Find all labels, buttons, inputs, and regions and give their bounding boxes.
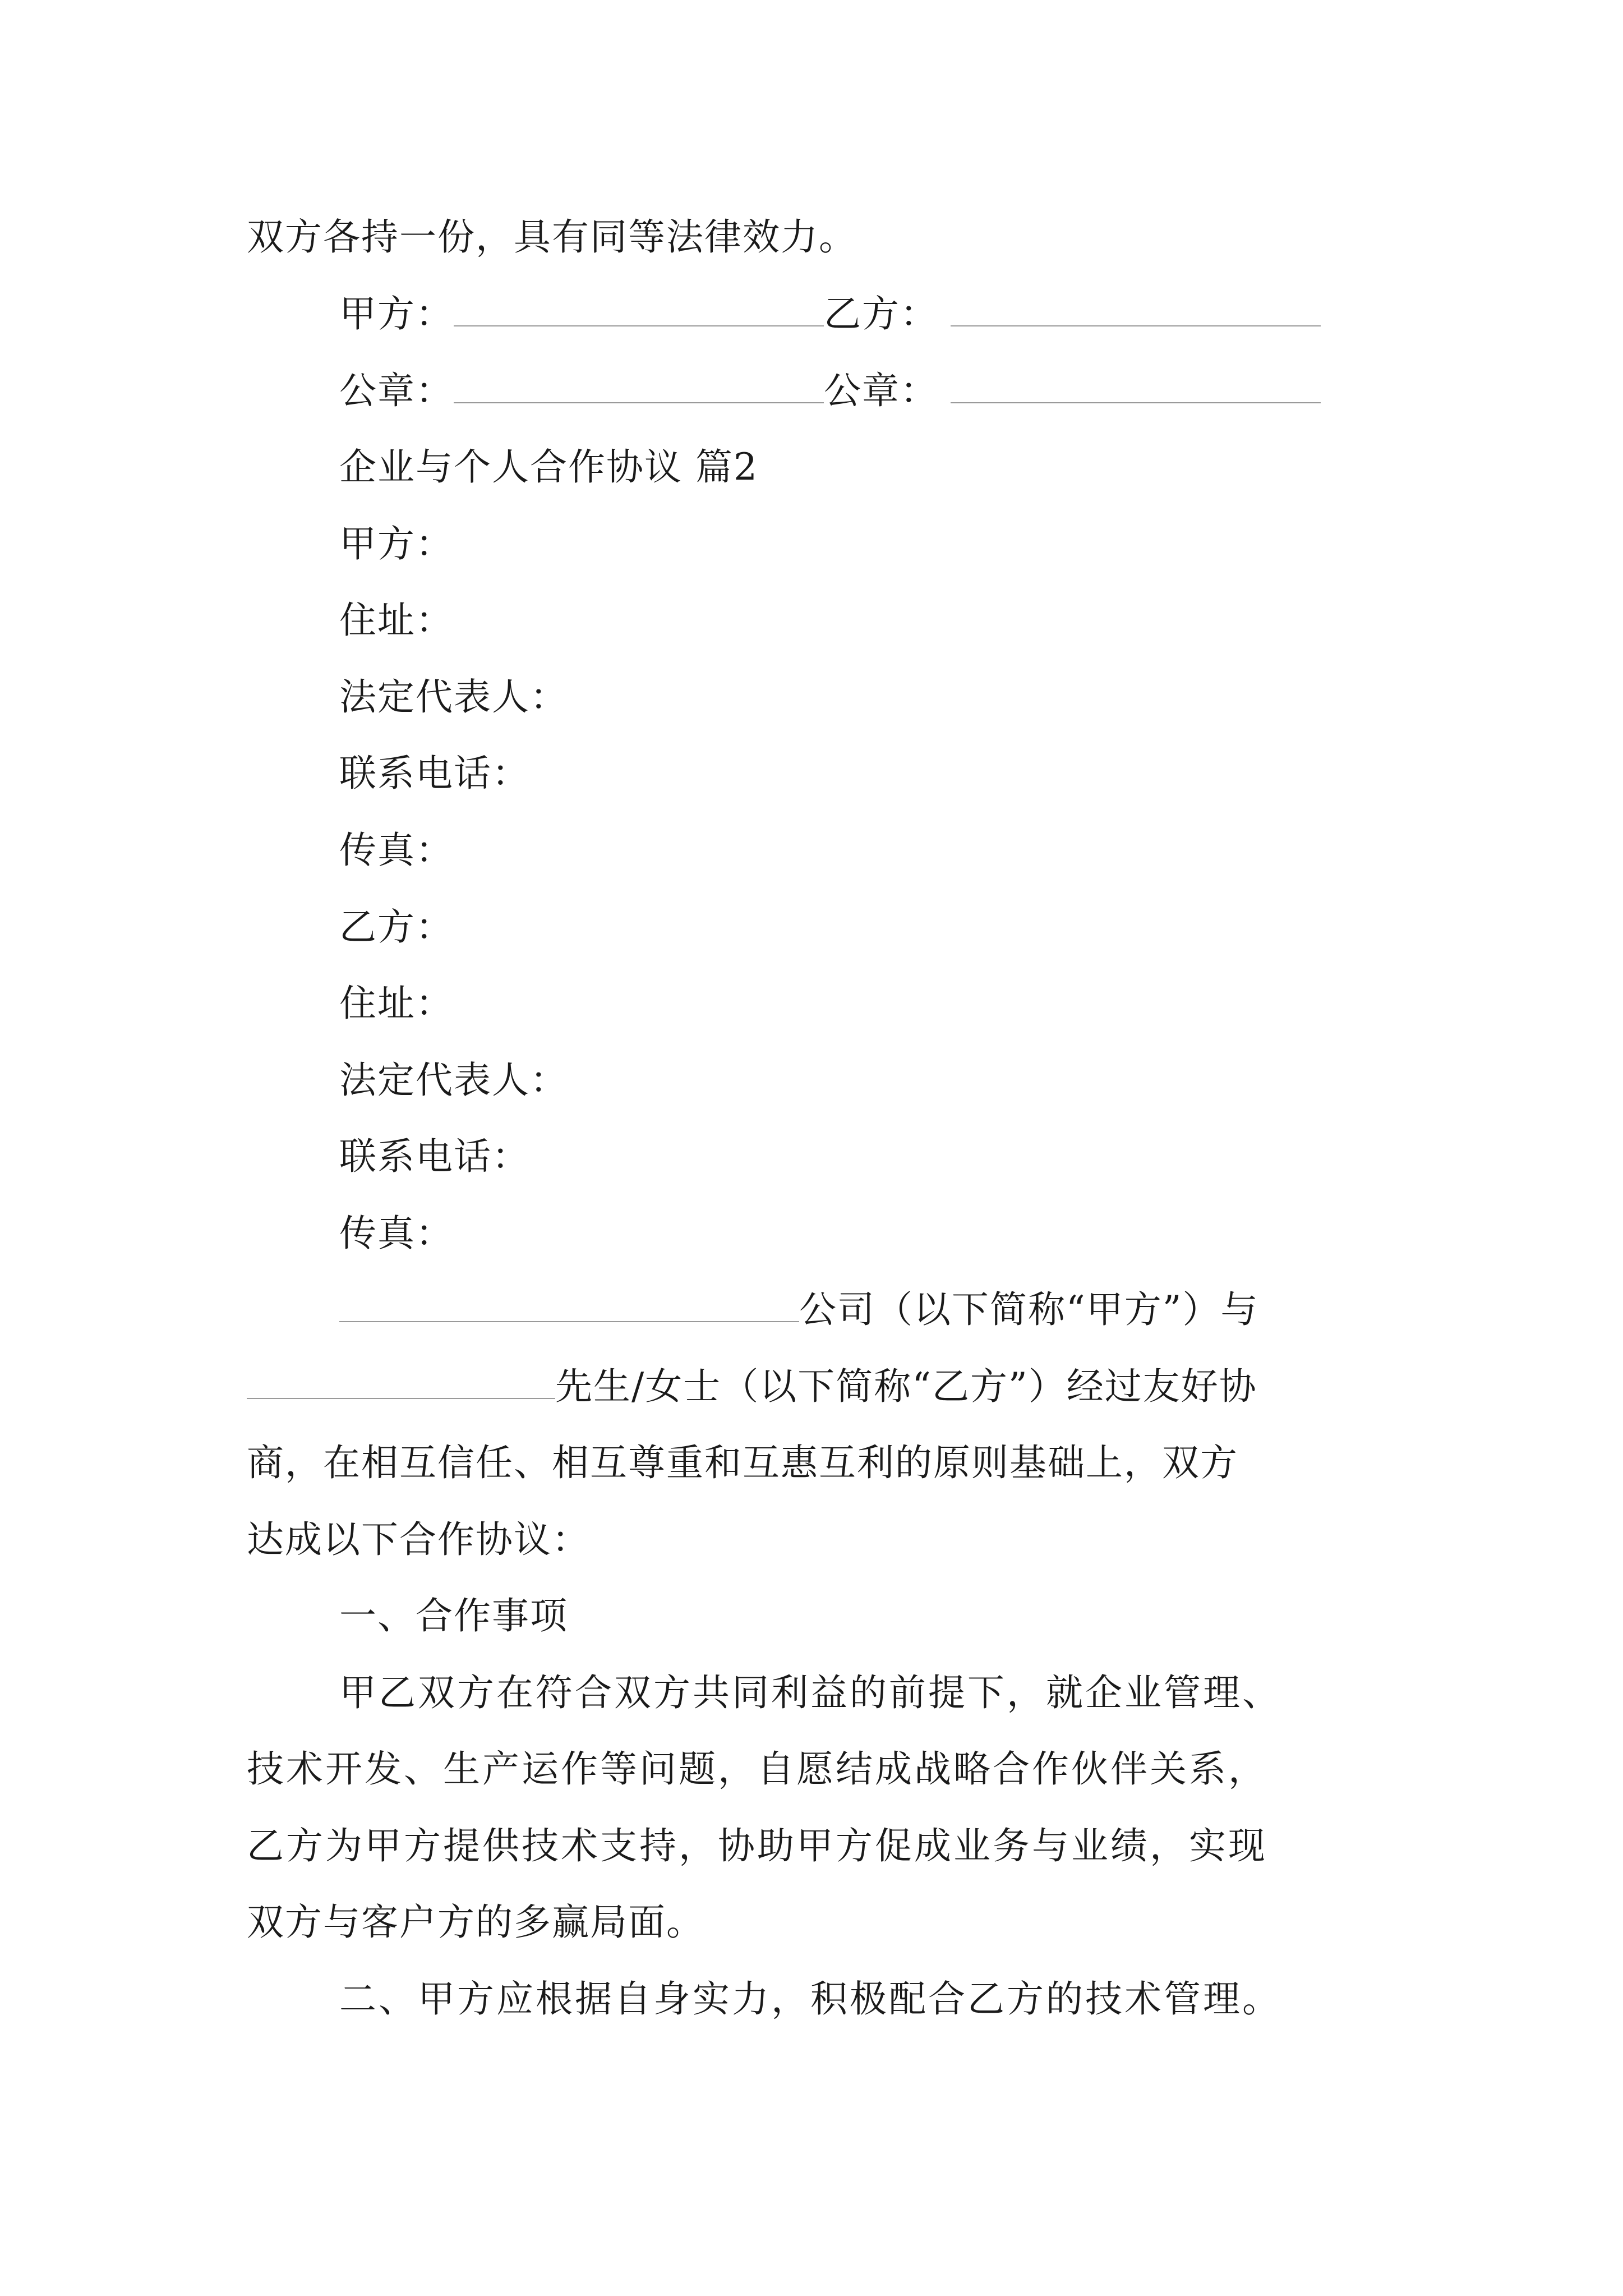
intro-line-3 xyxy=(247,1441,1238,1484)
seal-right-label: 公章： xyxy=(824,369,938,412)
section-title xyxy=(339,445,758,489)
person-name-blank xyxy=(247,1369,555,1399)
party-a-address-field xyxy=(339,599,454,642)
signature-row-party xyxy=(339,292,1321,335)
paragraph-line xyxy=(247,1824,1267,1867)
intro-line-1 xyxy=(339,1288,1259,1331)
intro-line-4 xyxy=(247,1518,590,1561)
intro-text: 达成以下合作协议： xyxy=(247,1518,590,1561)
seal-right-blank xyxy=(951,373,1321,403)
section-title-text: 企业与个人合作协议 篇2 xyxy=(339,445,758,489)
party-b-representative-field xyxy=(339,1059,568,1102)
field-label: 乙方： xyxy=(339,905,454,949)
party-b-fax-field xyxy=(339,1212,454,1255)
party-b-address-field xyxy=(339,982,454,1025)
party-b-phone-field xyxy=(339,1135,530,1178)
paragraph-text: 双方与客户方的多赢局面。 xyxy=(247,1901,704,1944)
party-b-label: 乙方： xyxy=(824,292,938,335)
field-label: 法定代表人： xyxy=(339,675,568,719)
party-a-fax-field xyxy=(339,829,454,872)
heading-cooperation-items xyxy=(339,1594,568,1637)
heading-text: 二、甲方应根据自身实力，积极配合乙方的技术管理。 xyxy=(339,1977,1281,2021)
company-name-blank xyxy=(339,1292,799,1322)
heading-text: 一、合作事项 xyxy=(339,1594,568,1637)
paragraph-text: 甲乙双方在符合双方共同利益的前提下，就企业管理、 xyxy=(339,1671,1281,1714)
intro-text: 商，在相互信任、相互尊重和互惠互利的原则基础上，双方 xyxy=(247,1441,1238,1484)
seal-left-blank xyxy=(454,373,824,403)
paragraph-line xyxy=(247,1747,1267,1791)
heading-party-a-obligation xyxy=(339,1977,1281,2021)
field-label: 住址： xyxy=(339,599,454,642)
paragraph-text: 乙方为甲方提供技术支持，协助甲方促成业务与业绩，实现 xyxy=(247,1824,1267,1867)
party-a-phone-field xyxy=(339,752,530,795)
party-b-blank xyxy=(951,296,1321,326)
intro-line-2 xyxy=(247,1365,1257,1408)
intro-text: 先生/女士（以下简称“乙方”）经过友好协 xyxy=(555,1365,1257,1408)
party-a-label: 甲方： xyxy=(339,292,454,335)
paragraph-line xyxy=(339,1671,1281,1714)
seal-left-label: 公章： xyxy=(339,369,454,412)
field-label: 联系电话： xyxy=(339,752,530,795)
party-a-representative-field xyxy=(339,675,568,719)
party-a-field xyxy=(339,522,454,565)
signature-row-seal xyxy=(339,369,1321,412)
intro-text: 公司（以下简称“甲方”）与 xyxy=(799,1288,1259,1331)
paragraph-text: 技术开发、生产运作等问题，自愿结成战略合作伙伴关系， xyxy=(247,1747,1267,1791)
field-label: 联系电话： xyxy=(339,1135,530,1178)
field-label: 传真： xyxy=(339,1212,454,1255)
text-line xyxy=(247,215,857,259)
field-label: 甲方： xyxy=(339,522,454,565)
field-label: 法定代表人： xyxy=(339,1059,568,1102)
field-label: 住址： xyxy=(339,982,454,1025)
paragraph-line xyxy=(247,1901,704,1944)
party-b-field xyxy=(339,905,454,949)
field-label: 传真： xyxy=(339,829,454,872)
text: 双方各持一份，具有同等法律效力。 xyxy=(247,215,857,259)
party-a-blank xyxy=(454,296,824,326)
